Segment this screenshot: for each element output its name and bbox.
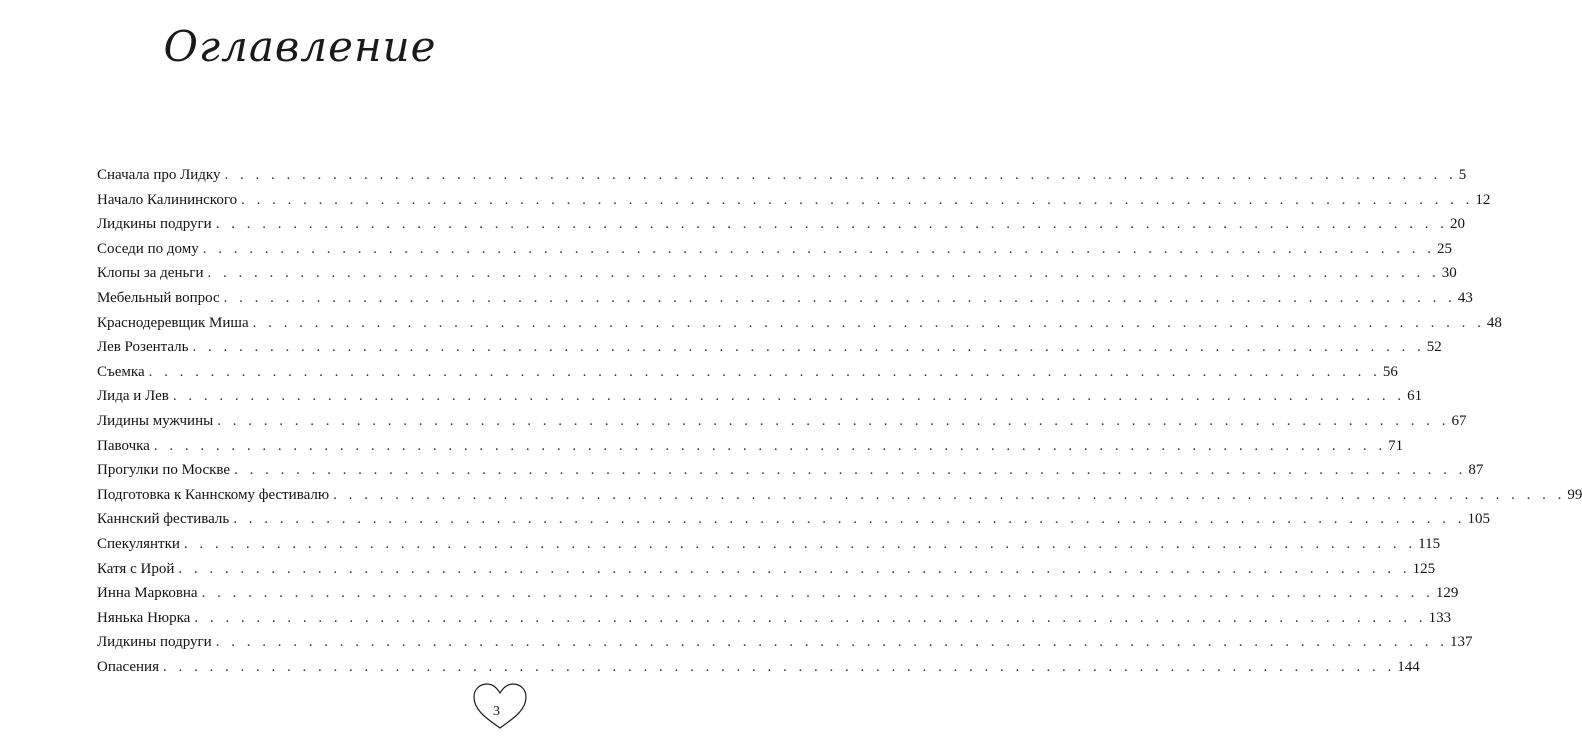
- toc-entry[interactable]: [97, 606, 1452, 631]
- toc-entry-page: 43: [1457, 289, 1473, 306]
- toc-entry[interactable]: [97, 458, 1484, 483]
- toc-entry-title: Катя с Ирой: [97, 560, 175, 577]
- toc-entry[interactable]: [97, 655, 1420, 680]
- toc-entry[interactable]: [97, 335, 1442, 360]
- toc-entry-title: Каннский фестиваль: [97, 511, 230, 528]
- toc-dot-leader: . . . . . . . . . . . . . . . . . . . . . . . . . . . . . . . . . . . . . . . . . . . . . . . . . . . . . . . . . . . . . . . . . . . . . . . . . . . . . . . .: [192, 339, 1425, 356]
- toc-entry-title: Начало Калининского: [97, 191, 238, 208]
- toc-dot-leader: . . . . . . . . . . . . . . . . . . . . . . . . . . . . . . . . . . . . . . . . . . . . . . . . . . . . . . . . . . . . . . . . . . . . . . . . . . . . . . . .: [194, 609, 1427, 626]
- toc-entry-page: 67: [1451, 412, 1467, 429]
- table-of-contents: [97, 163, 1582, 679]
- toc-entry[interactable]: [97, 286, 1473, 311]
- toc-entry[interactable]: [97, 483, 1582, 508]
- toc-dot-leader: . . . . . . . . . . . . . . . . . . . . . . . . . . . . . . . . . . . . . . . . . . . . . . . . . . . . . . . . . . . . . . . . . . . . . . . . . . . . . . . .: [202, 240, 1435, 257]
- toc-dot-leader: . . . . . . . . . . . . . . . . . . . . . . . . . . . . . . . . . . . . . . . . . . . . . . . . . . . . . . . . . . . . . . . . . . . . . . . . . . . . . . . .: [201, 585, 1434, 602]
- toc-entry[interactable]: [97, 360, 1398, 385]
- toc-entry-title: Лидкины подруги: [97, 216, 212, 233]
- toc-entry-page: 71: [1388, 437, 1404, 454]
- page-number: 3: [493, 704, 500, 719]
- toc-entry-page: 115: [1418, 535, 1441, 552]
- toc-dot-leader: . . . . . . . . . . . . . . . . . . . . . . . . . . . . . . . . . . . . . . . . . . . . . . . . . . . . . . . . . . . . . . . . . . . . . . . . . . . . . . . .: [148, 363, 1381, 380]
- toc-entry[interactable]: [97, 163, 1467, 188]
- toc-entry-title: Съемка: [97, 363, 145, 380]
- toc-entry-page: 12: [1475, 191, 1491, 208]
- toc-entry-title: Спекулянтки: [97, 535, 180, 552]
- toc-entry-title: Краснодеревщик Миша: [97, 314, 249, 331]
- toc-entry[interactable]: [97, 507, 1491, 532]
- toc-entry-title: Павочка: [97, 437, 150, 454]
- toc-dot-leader: . . . . . . . . . . . . . . . . . . . . . . . . . . . . . . . . . . . . . . . . . . . . . . . . . . . . . . . . . . . . . . . . . . . . . . . . . . . . . . . .: [153, 437, 1387, 454]
- toc-entry-page: 61: [1407, 388, 1423, 405]
- toc-entry[interactable]: [97, 434, 1404, 459]
- toc-entry[interactable]: [97, 212, 1465, 237]
- toc-dot-leader: . . . . . . . . . . . . . . . . . . . . . . . . . . . . . . . . . . . . . . . . . . . . . . . . . . . . . . . . . . . . . . . . . . . . . . . . . . . . . . . .: [162, 658, 1396, 675]
- toc-dot-leader: . . . . . . . . . . . . . . . . . . . . . . . . . . . . . . . . . . . . . . . . . . . . . . . . . . . . . . . . . . . . . . . . . . . . . . . . . . . . . . . .: [178, 560, 1411, 577]
- toc-entry[interactable]: [97, 557, 1436, 582]
- toc-entry-title: Лидины мужчины: [97, 412, 214, 429]
- toc-entry-page: 144: [1397, 658, 1420, 675]
- toc-entry-title: Лида и Лев: [97, 388, 169, 405]
- toc-entry-page: 99: [1567, 486, 1582, 503]
- toc-entry[interactable]: [97, 261, 1457, 286]
- page-title: Оглавление: [163, 22, 437, 71]
- toc-entry[interactable]: [97, 409, 1467, 434]
- toc-dot-leader: . . . . . . . . . . . . . . . . . . . . . . . . . . . . . . . . . . . . . . . . . . . . . . . . . . . . . . . . . . . . . . . . . . . . . . . . . . . . . . . .: [223, 289, 1456, 306]
- toc-entry-title: Подготовка к Каннскому фестивалю: [97, 486, 330, 503]
- toc-dot-leader: . . . . . . . . . . . . . . . . . . . . . . . . . . . . . . . . . . . . . . . . . . . . . . . . . . . . . . . . . . . . . . . . . . . . . . . . . . . . . . . .: [172, 388, 1406, 405]
- toc-entry[interactable]: [97, 188, 1491, 213]
- toc-entry-title: Опасения: [97, 658, 159, 675]
- toc-entry-page: 129: [1435, 585, 1459, 602]
- toc-entry-title: Лидкины подруги: [97, 634, 212, 651]
- toc-entry[interactable]: [97, 311, 1502, 336]
- toc-entry-page: 5: [1458, 167, 1467, 183]
- toc-entry-page: 105: [1467, 511, 1491, 528]
- toc-entry-page: 25: [1436, 240, 1452, 257]
- toc-entry-page: 48: [1486, 314, 1502, 331]
- toc-entry[interactable]: [97, 237, 1452, 262]
- toc-dot-leader: . . . . . . . . . . . . . . . . . . . . . . . . . . . . . . . . . . . . . . . . . . . . . . . . . . . . . . . . . . . . . . . . . . . . . . . . . . . . . . . .: [215, 216, 1448, 233]
- toc-entry-title: Прогулки по Москве: [97, 462, 231, 479]
- toc-entry-page: 87: [1468, 462, 1484, 479]
- toc-entry-title: Мебельный вопрос: [97, 289, 220, 306]
- toc-entry-page: 20: [1449, 216, 1465, 233]
- toc-entry-page: 137: [1449, 634, 1473, 651]
- page-folio: [470, 680, 530, 732]
- toc-entry[interactable]: [97, 384, 1423, 409]
- toc-entry[interactable]: [97, 630, 1473, 655]
- toc-dot-leader: . . . . . . . . . . . . . . . . . . . . . . . . . . . . . . . . . . . . . . . . . . . . . . . . . . . . . . . . . . . . . . . . . . . . . . . . . . . . . . . .: [234, 462, 1467, 479]
- toc-entry[interactable]: [97, 581, 1459, 606]
- toc-entry-title: Инна Марковна: [97, 585, 198, 602]
- toc-dot-leader: . . . . . . . . . . . . . . . . . . . . . . . . . . . . . . . . . . . . . . . . . . . . . . . . . . . . . . . . . . . . . . . . . . . . . . . . . . . . . . . .: [183, 535, 1417, 552]
- heart-outline-icon: [470, 680, 530, 732]
- toc-dot-leader: . . . . . . . . . . . . . . . . . . . . . . . . . . . . . . . . . . . . . . . . . . . . . . . . . . . . . . . . . . . . . . . . . . . . . . . . . . . . . . . .: [333, 486, 1566, 503]
- toc-entry-title: Клопы за деньги: [97, 265, 204, 282]
- toc-entry-page: 56: [1382, 363, 1398, 380]
- toc-dot-leader: . . . . . . . . . . . . . . . . . . . . . . . . . . . . . . . . . . . . . . . . . . . . . . . . . . . . . . . . . . . . . . . . . . . . . . . . . . . . . . . .: [252, 314, 1485, 331]
- toc-entry-title: Соседи по дому: [97, 240, 199, 257]
- toc-entry-page: 52: [1426, 339, 1442, 356]
- toc-dot-leader: . . . . . . . . . . . . . . . . . . . . . . . . . . . . . . . . . . . . . . . . . . . . . . . . . . . . . . . . . . . . . . . . . . . . . . . . . . . . . . . .: [215, 634, 1448, 651]
- toc-dot-leader: . . . . . . . . . . . . . . . . . . . . . . . . . . . . . . . . . . . . . . . . . . . . . . . . . . . . . . . . . . . . . . . . . . . . . . . . . . . . . . . .: [224, 167, 1457, 183]
- toc-dot-leader: . . . . . . . . . . . . . . . . . . . . . . . . . . . . . . . . . . . . . . . . . . . . . . . . . . . . . . . . . . . . . . . . . . . . . . . . . . . . . . . .: [217, 412, 1450, 429]
- toc-entry-page: 133: [1428, 609, 1452, 626]
- toc-dot-leader: . . . . . . . . . . . . . . . . . . . . . . . . . . . . . . . . . . . . . . . . . . . . . . . . . . . . . . . . . . . . . . . . . . . . . . . . . . . . . . . .: [233, 511, 1466, 528]
- toc-entry-title: Сначала про Лидку: [97, 167, 221, 183]
- toc-entry-title: Нянька Нюрка: [97, 609, 191, 626]
- toc-entry-page: 125: [1412, 560, 1436, 577]
- toc-entry-title: Лев Розенталь: [97, 339, 189, 356]
- toc-entry[interactable]: [97, 532, 1441, 557]
- toc-entry-page: 30: [1441, 265, 1457, 282]
- toc-dot-leader: . . . . . . . . . . . . . . . . . . . . . . . . . . . . . . . . . . . . . . . . . . . . . . . . . . . . . . . . . . . . . . . . . . . . . . . . . . . . . . . .: [207, 265, 1440, 282]
- toc-dot-leader: . . . . . . . . . . . . . . . . . . . . . . . . . . . . . . . . . . . . . . . . . . . . . . . . . . . . . . . . . . . . . . . . . . . . . . . . . . . . . . . .: [241, 191, 1474, 208]
